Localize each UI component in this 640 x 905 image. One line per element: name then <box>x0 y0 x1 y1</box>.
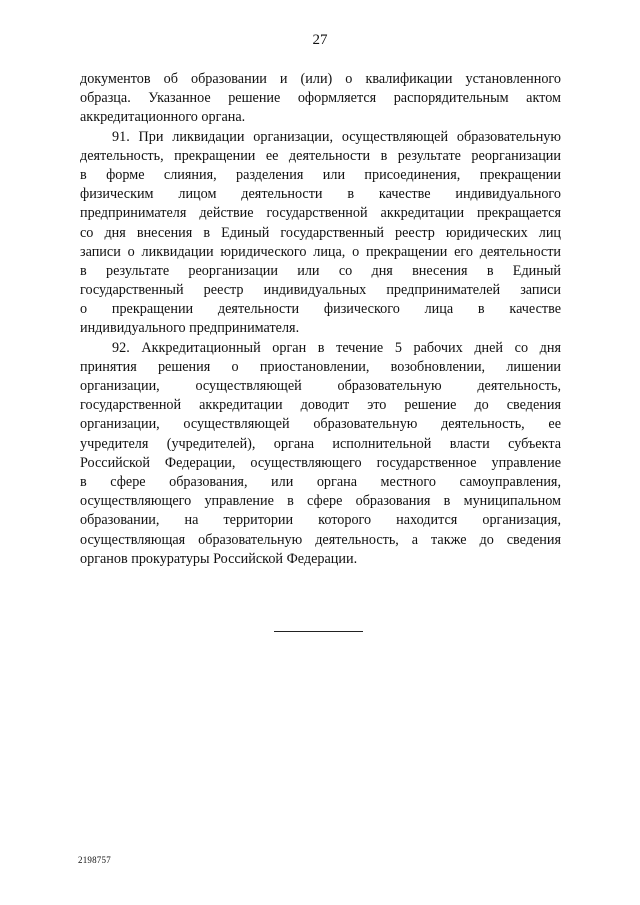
text-line: 91. При ликвидации организации, осуществляющей образовательную <box>112 128 561 145</box>
text-line: организации, осуществляющей образовательную деятельность, ее <box>80 416 561 433</box>
document-code: 2198757 <box>78 855 111 865</box>
text-line: 92. Аккредитационный орган в течение 5 рабочих дней со дня <box>112 339 561 356</box>
text-line: аккредитационного органа. <box>80 109 246 126</box>
document-body <box>80 70 561 569</box>
text-line: записи о ликвидации юридического лица, о прекращении его деятельности <box>80 243 561 260</box>
text-line: в сфере образования, или органа местного самоуправления, <box>80 473 561 490</box>
text-line: принятия решения о приостановлении, возобновлении, лишении <box>80 358 561 375</box>
text-line: учредителя (учредителей), органа исполнительной власти субъекта <box>80 435 561 452</box>
text-line: физическим лицом деятельности в качестве индивидуального <box>80 186 561 203</box>
text-line: государственный реестр индивидуальных предпринимателей записи <box>80 282 561 299</box>
end-separator-line <box>274 631 363 632</box>
paragraph-item-92 <box>80 339 561 569</box>
text-line: в форме слияния, разделения или присоединения, прекращении <box>80 166 561 183</box>
text-line: предпринимателя действие государственной аккредитации прекращается <box>80 205 561 222</box>
text-line: государственной аккредитации доводит это решение до сведения <box>80 397 561 414</box>
text-line: со дня внесения в Единый государственный реестр юридических лиц <box>80 224 561 241</box>
text-line: осуществляющая образовательную деятельность, а также до сведения <box>80 531 561 548</box>
text-line: индивидуального предпринимателя. <box>80 320 300 337</box>
text-line: организации, осуществляющей образовательную деятельность, <box>80 378 561 394</box>
text-line: деятельность, прекращении ее деятельности в результате реорганизации <box>80 147 561 164</box>
text-line: образовании, на территории которого находится организация, <box>80 512 561 529</box>
text-line: органов прокуратуры Российской Федерации. <box>80 550 358 567</box>
paragraph-item-91 <box>80 128 561 339</box>
text-line: образца. Указанное решение оформляется распорядительным актом <box>80 90 561 107</box>
paragraph-continuation <box>80 70 561 128</box>
text-line: о прекращении деятельности физического лица в качестве <box>80 301 561 318</box>
text-line: документов об образовании и (или) о квалификации установленного <box>80 71 561 87</box>
text-line: осуществляющего управление в сфере образования в муниципальном <box>80 493 561 510</box>
text-line: Российской Федерации, осуществляющего государственное управление <box>80 454 561 471</box>
page-number: 27 <box>312 32 328 48</box>
text-line: в результате реорганизации или со дня внесения в Единый <box>80 262 561 279</box>
